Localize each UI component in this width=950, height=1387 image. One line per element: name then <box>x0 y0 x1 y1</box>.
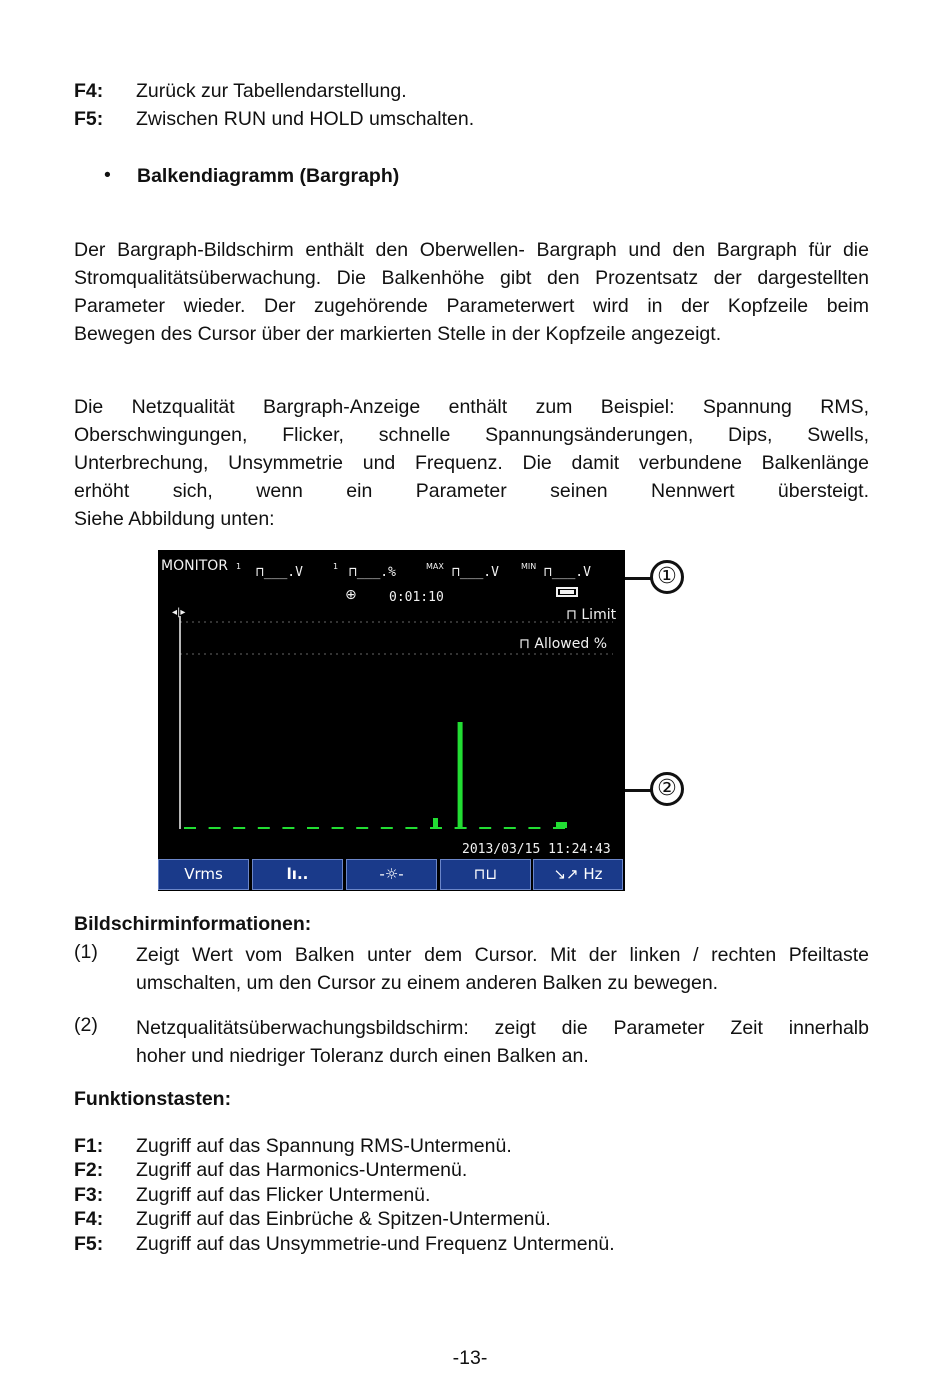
bar <box>458 722 463 828</box>
bargraph <box>158 550 625 850</box>
func-key-f1-text: Zugriff auf das Spannung RMS-Untermenü. <box>136 1135 512 1157</box>
info-item-1-text <box>136 941 869 997</box>
callout-2-line <box>625 789 651 792</box>
para1-line: Bewegen des Cursor über der markierten Stelle in der Kopfzeile angezeigt. <box>74 323 722 345</box>
func-key-f3-text: Zugriff auf das Flicker Untermenü. <box>136 1184 431 1206</box>
bar-baseline <box>233 827 245 829</box>
readout-2: ⊓___.% <box>349 565 396 580</box>
readout-1: ⊓___.V <box>256 565 303 580</box>
bar-baseline <box>209 827 221 829</box>
cursor-marker: ◂|▸ <box>172 607 186 618</box>
top-key-f4-label: F4: <box>74 80 104 102</box>
info-item-2-num: (2) <box>74 1014 98 1036</box>
section-heading: Balkendiagramm (Bargraph) <box>137 165 400 187</box>
para2-line: Die Netzqualität Bargraph-Anzeige enthält zum Beispiel: Spannung RMS, <box>74 396 869 418</box>
bars-group <box>184 722 567 829</box>
bar <box>433 818 438 828</box>
datetime: 2013/03/15 11:24:43 <box>462 842 611 857</box>
func-key-f1-label: F1: <box>74 1135 104 1157</box>
top-key-f5-label: F5: <box>74 108 104 130</box>
paragraph-power-quality <box>74 393 869 533</box>
elapsed-time: 0:01:10 <box>389 590 444 605</box>
info-heading: Bildschirminformationen: <box>74 913 312 935</box>
mode-sup: 1 <box>236 562 242 571</box>
callout-1-line <box>625 577 651 580</box>
info-line: Zeigt Wert vom Balken unter dem Cursor. Mit der linken / rechten Pfeiltaste <box>136 944 869 966</box>
info-item-1-num: (1) <box>74 941 98 963</box>
bullet: • <box>104 164 111 186</box>
softkey-vrms[interactable]: Vrms <box>158 859 249 890</box>
info-line: Netzqualitätsüberwachungsbildschirm: zeigt die Parameter Zeit innerhalb <box>136 1017 869 1039</box>
info-line: hoher und niedriger Toleranz durch einen Balken an. <box>136 1045 589 1067</box>
legend-limit: ⊓ Limit <box>566 607 617 623</box>
bar-baseline <box>356 827 368 829</box>
callout-1: ① <box>650 560 684 594</box>
bar-baseline <box>528 827 540 829</box>
page-number: -13- <box>452 1347 488 1369</box>
softkey-harmonics[interactable]: lı.. <box>252 859 343 890</box>
func-key-f2-label: F2: <box>74 1159 104 1181</box>
func-key-f4-label: F4: <box>74 1208 104 1230</box>
clock-icon: ⊕ <box>345 587 357 603</box>
bar-baseline <box>258 827 270 829</box>
legend-allowed: ⊓ Allowed % <box>519 636 607 652</box>
top-key-f5-text: Zwischen RUN und HOLD umschalten. <box>136 108 475 130</box>
para1-line: Parameter wieder. Der zugehörende Parameterwert wird in der Kopfzeile beim <box>74 295 869 317</box>
readout-4-sup: MIN <box>521 562 537 571</box>
top-key-f4-text: Zurück zur Tabellendarstellung. <box>136 80 407 102</box>
bar-baseline <box>479 827 491 829</box>
func-heading: Funktionstasten: <box>74 1088 232 1110</box>
bar-baseline <box>307 827 319 829</box>
readout-3: ⊓___.V <box>452 565 499 580</box>
para2-line: Siehe Abbildung unten: <box>74 508 275 530</box>
callout-2: ② <box>650 772 684 806</box>
info-line: umschalten, um den Cursor zu einem anderen Balken zu bewegen. <box>136 972 719 994</box>
readout-4: ⊓___.V <box>544 565 591 580</box>
bar-baseline <box>405 827 417 829</box>
func-key-f5-text: Zugriff auf das Unsymmetrie-und Frequenz Untermenü. <box>136 1233 615 1255</box>
bar-baseline <box>332 827 344 829</box>
func-key-f5-label: F5: <box>74 1233 104 1255</box>
para1-line: Stromqualitätsüberwachung. Die Balkenhöhe gibt den Prozentsatz der dargestellten <box>74 267 869 289</box>
info-item-2-text <box>136 1014 869 1070</box>
func-key-f2-text: Zugriff auf das Harmonics-Untermenü. <box>136 1159 468 1181</box>
bar-baseline <box>381 827 393 829</box>
readout-3-sup: MAX <box>426 562 444 571</box>
func-key-f3-label: F3: <box>74 1184 104 1206</box>
paragraph-bargraph-description <box>74 236 869 348</box>
para2-line: Unterbrechung, Unsymmetrie und Frequenz. Die damit verbundene Balkenlänge <box>74 452 869 474</box>
para2-line: Oberschwingungen, Flicker, schnelle Spannungsänderungen, Dips, Swells, <box>74 424 869 446</box>
readout-2-sup: 1 <box>333 562 339 571</box>
device-screen <box>158 550 625 891</box>
softkey-unbalance-frequency[interactable]: ↘↗ Hz <box>533 859 623 890</box>
mode-label: MONITOR <box>161 558 228 574</box>
func-key-f4-text: Zugriff auf das Einbrüche & Spitzen-Untermenü. <box>136 1208 551 1230</box>
para2-line: erhöht sich, wenn ein Parameter seinen Nennwert übersteigt. <box>74 480 869 502</box>
softkey-flicker[interactable]: -☼- <box>346 859 437 890</box>
bar <box>556 822 567 828</box>
bar-baseline <box>504 827 516 829</box>
softkey-dips-swells[interactable]: ⊓⊔ <box>440 859 531 890</box>
bar-baseline <box>184 827 196 829</box>
bar-baseline <box>282 827 294 829</box>
para1-line: Der Bargraph-Bildschirm enthält den Oberwellen- Bargraph und den Bargraph für die <box>74 239 869 261</box>
